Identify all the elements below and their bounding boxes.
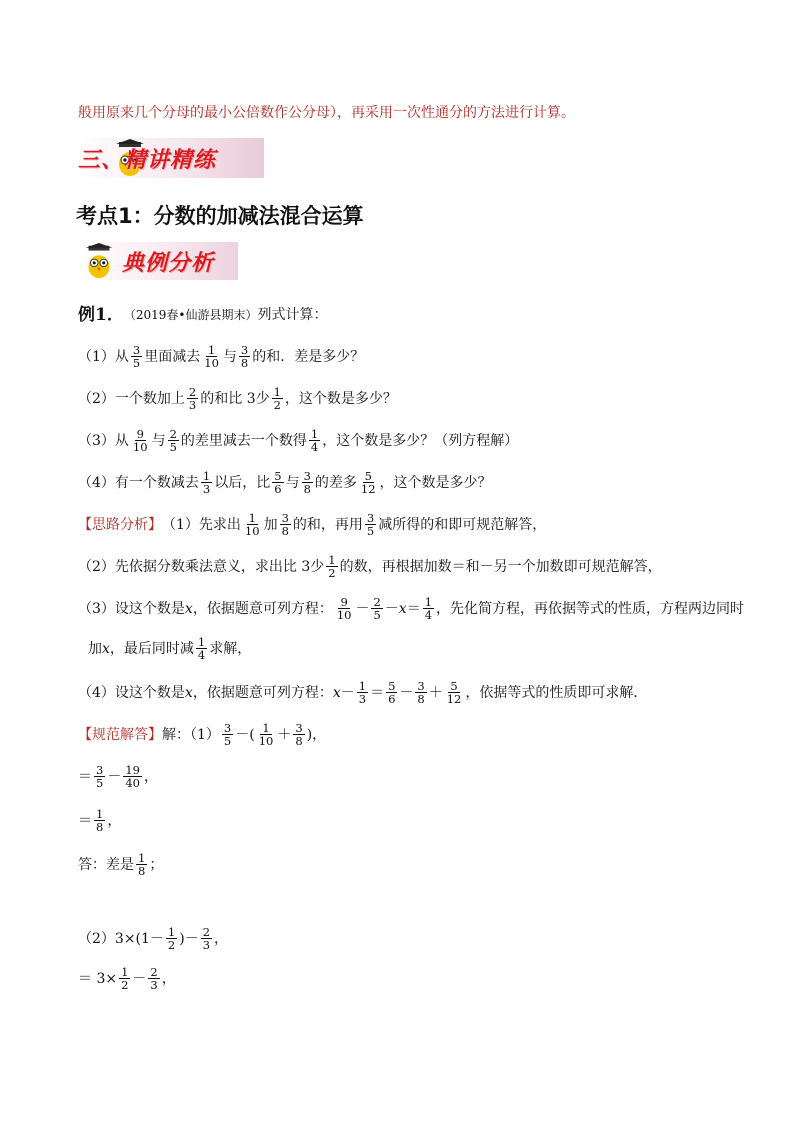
numerator: 1 xyxy=(96,807,104,821)
owl-mascot-icon xyxy=(80,242,118,280)
example-source: （2019春•仙游县期末） xyxy=(123,308,258,322)
operator: － xyxy=(399,684,414,701)
numerator: 9 xyxy=(136,427,144,441)
solution-tag: 【规范解答】 xyxy=(78,726,162,743)
numerator: 1 xyxy=(197,635,206,649)
example-label: 例1． xyxy=(78,305,124,325)
text: ，这个数是多少？ xyxy=(284,390,397,407)
fraction xyxy=(326,554,337,579)
denominator: 10 xyxy=(132,440,148,455)
numerator: 2 xyxy=(202,925,211,939)
operator: ＋ xyxy=(428,684,443,701)
fraction xyxy=(365,512,376,537)
question-4 xyxy=(78,470,492,495)
text: （1）先求出 xyxy=(162,516,241,533)
text: 加 xyxy=(263,516,278,533)
question-2 xyxy=(78,386,397,411)
fraction xyxy=(136,852,147,877)
operator: ＝ xyxy=(370,684,385,701)
numerator: 2 xyxy=(188,385,197,399)
denominator: 3 xyxy=(202,938,211,953)
operator: ， xyxy=(143,768,158,785)
numerator: 3 xyxy=(240,343,249,357)
fraction xyxy=(423,596,434,621)
numerator: 19 xyxy=(125,763,140,777)
example-banner-label: 典例分析 xyxy=(122,250,215,276)
operator: ＝ 3× xyxy=(78,970,118,987)
operator: )－ xyxy=(179,930,199,947)
text: （1）从 xyxy=(78,348,129,365)
denominator: 3 xyxy=(358,692,367,707)
numerator: 5 xyxy=(364,469,372,483)
example-banner xyxy=(78,242,238,280)
text: 以后，比 xyxy=(214,474,271,491)
question-3 xyxy=(78,428,518,453)
fraction xyxy=(272,386,283,411)
fraction xyxy=(123,764,142,789)
numerator: 3 xyxy=(223,721,232,735)
fraction xyxy=(309,428,320,453)
intro-text: 般用原来几个分母的最小公倍数作公分母），再采用一次性通分的方法进行计算。 xyxy=(78,105,575,121)
fraction xyxy=(272,470,283,495)
denominator: 5 xyxy=(366,524,375,539)
example-instruction: 列式计算： xyxy=(257,307,328,323)
text: （3）从 xyxy=(78,432,129,449)
section-banner xyxy=(76,138,264,178)
denominator: 10 xyxy=(204,356,219,371)
denominator: 2 xyxy=(167,938,176,953)
numerator: 3 xyxy=(303,469,311,483)
text: ，这个数是多少？（列方程解） xyxy=(322,432,519,449)
fraction xyxy=(415,680,426,705)
fraction xyxy=(445,680,464,705)
solution-1 xyxy=(78,722,326,747)
numerator: 1 xyxy=(262,721,270,735)
denominator: 5 xyxy=(373,608,381,623)
denominator: 8 xyxy=(281,524,289,539)
numerator: 1 xyxy=(358,679,367,693)
denominator: 8 xyxy=(303,482,311,497)
operator: － xyxy=(384,600,399,617)
operator: ＝ xyxy=(78,768,92,785)
analysis-3-continued xyxy=(88,636,251,661)
denominator: 5 xyxy=(132,356,141,371)
variable-x: x xyxy=(102,640,110,657)
solution-step-2 xyxy=(78,764,158,789)
denominator: 10 xyxy=(336,608,352,623)
text: 与 xyxy=(285,474,300,491)
operator: ＋ xyxy=(277,726,292,743)
operator: ， xyxy=(161,970,176,987)
fraction xyxy=(94,764,105,789)
denominator: 8 xyxy=(240,356,249,371)
question-1 xyxy=(78,344,364,369)
text: ，依据等式的性质即可求解． xyxy=(465,684,648,701)
numerator: 3 xyxy=(366,511,375,525)
analysis-tag: 【思路分析】 xyxy=(78,516,162,533)
operator: ＝ xyxy=(78,812,92,829)
denominator: 10 xyxy=(258,734,274,749)
numerator: 3 xyxy=(96,763,104,777)
denominator: 3 xyxy=(150,978,158,993)
denominator: 8 xyxy=(417,692,425,707)
operator: － xyxy=(340,684,355,701)
numerator: 1 xyxy=(310,427,319,441)
text: 加 xyxy=(88,640,102,657)
numerator: 3 xyxy=(417,679,425,693)
operator: －( xyxy=(235,726,255,743)
fraction xyxy=(357,680,368,705)
analysis-3 xyxy=(78,596,744,621)
fraction xyxy=(239,344,250,369)
fraction xyxy=(335,596,354,621)
denominator: 3 xyxy=(188,398,197,413)
fraction xyxy=(94,808,105,833)
denominator: 40 xyxy=(125,776,140,791)
fraction xyxy=(196,636,207,661)
denominator: 8 xyxy=(295,734,303,749)
numerator: 1 xyxy=(424,595,433,609)
text: （3）设这个数是 xyxy=(78,600,185,617)
fraction xyxy=(201,926,212,951)
fraction xyxy=(168,428,179,453)
operator: )， xyxy=(306,726,327,743)
section-banner-label: 三、精讲精练 xyxy=(78,147,217,173)
solution-2-step-2 xyxy=(78,966,176,991)
text: 的差多 xyxy=(314,474,357,491)
text: ，先化简方程，再依据等式的性质，方程两边同时 xyxy=(436,600,745,617)
text: ，最后同时减 xyxy=(109,640,194,657)
text: 与 xyxy=(222,348,237,365)
fraction xyxy=(280,512,291,537)
denominator: 3 xyxy=(202,482,211,497)
denominator: 4 xyxy=(197,648,206,663)
page-heading: 考点1：分数的加减法混合运算 xyxy=(76,204,364,228)
numerator: 3 xyxy=(281,511,289,525)
operator: ， xyxy=(214,930,229,947)
text: ，依据题意可列方程： xyxy=(192,600,333,617)
numerator: 2 xyxy=(373,595,381,609)
operator: － xyxy=(107,768,122,785)
text: 答：差是 xyxy=(78,856,134,873)
denominator: 2 xyxy=(328,566,336,581)
fraction xyxy=(119,966,130,991)
analysis-4 xyxy=(78,680,647,705)
solution-2 xyxy=(78,926,228,951)
text: 的和，再用 xyxy=(292,516,363,533)
fraction xyxy=(131,344,142,369)
text: （2）一个数加上 xyxy=(78,390,185,407)
operator: － xyxy=(132,970,147,987)
fraction xyxy=(371,596,382,621)
numerator: 1 xyxy=(328,553,336,567)
text: 的和．差是多少？ xyxy=(252,348,365,365)
numerator: 1 xyxy=(138,851,146,865)
denominator: 5 xyxy=(169,440,177,455)
numerator: 1 xyxy=(273,385,281,399)
numerator: 1 xyxy=(202,469,211,483)
text: 里面减去 xyxy=(144,348,201,365)
text: 减所得的和即可规范解答， xyxy=(378,516,547,533)
text: （4）有一个数减去 xyxy=(78,474,199,491)
text: 求解， xyxy=(209,640,252,657)
denominator: 12 xyxy=(360,482,376,497)
text: 的和比 3少 xyxy=(200,390,270,407)
operator: ， xyxy=(107,812,122,829)
denominator: 6 xyxy=(274,482,282,497)
analysis-1 xyxy=(78,512,546,537)
fraction xyxy=(187,386,198,411)
fraction xyxy=(302,470,313,495)
numerator: 9 xyxy=(340,595,348,609)
fraction xyxy=(359,470,378,495)
text: （2）3×(1－ xyxy=(78,930,164,947)
numerator: 2 xyxy=(150,965,158,979)
text: ； xyxy=(149,856,164,873)
numerator: 1 xyxy=(167,925,176,939)
fraction xyxy=(222,722,233,747)
denominator: 5 xyxy=(96,776,104,791)
fraction xyxy=(293,722,304,747)
text: 解：（1） xyxy=(162,726,220,743)
denominator: 12 xyxy=(446,692,462,707)
variable-x: x xyxy=(184,600,193,617)
numerator: 5 xyxy=(450,679,458,693)
text: （4）设这个数是 xyxy=(78,684,185,701)
fraction xyxy=(257,722,276,747)
fraction xyxy=(148,966,159,991)
solution-step-3 xyxy=(78,808,121,833)
variable-x: x xyxy=(398,600,407,617)
fraction xyxy=(166,926,177,951)
numerator: 3 xyxy=(295,721,303,735)
text: 与 xyxy=(151,432,166,449)
solution-answer-1 xyxy=(78,852,163,877)
example-title xyxy=(78,305,327,325)
numerator: 1 xyxy=(207,343,216,357)
text: ，依据题意可列方程： xyxy=(192,684,333,701)
denominator: 4 xyxy=(424,608,433,623)
denominator: 8 xyxy=(96,820,104,835)
denominator: 8 xyxy=(138,864,146,879)
text: 的数，再根据加数＝和－另一个加数即可规范解答， xyxy=(339,558,662,575)
denominator: 2 xyxy=(121,978,129,993)
variable-x: x xyxy=(332,684,341,701)
text: ，这个数是多少？ xyxy=(379,474,492,491)
numerator: 2 xyxy=(169,427,177,441)
fraction xyxy=(131,428,150,453)
analysis-2 xyxy=(78,554,662,579)
numerator: 3 xyxy=(132,343,141,357)
numerator: 1 xyxy=(248,511,256,525)
denominator: 6 xyxy=(388,692,396,707)
fraction xyxy=(243,512,262,537)
variable-x: x xyxy=(184,684,193,701)
fraction xyxy=(201,470,212,495)
denominator: 2 xyxy=(273,398,281,413)
operator: － xyxy=(355,600,370,617)
numerator: 1 xyxy=(121,965,129,979)
numerator: 5 xyxy=(388,679,396,693)
denominator: 10 xyxy=(244,524,260,539)
text: 的差里减去一个数得 xyxy=(180,432,307,449)
text: （2）先依据分数乘法意义，求出比 3少 xyxy=(78,558,325,575)
denominator: 4 xyxy=(310,440,319,455)
numerator: 5 xyxy=(274,469,282,483)
operator: ＝ xyxy=(406,600,421,617)
denominator: 5 xyxy=(223,734,232,749)
fraction xyxy=(386,680,397,705)
fraction xyxy=(202,344,221,369)
